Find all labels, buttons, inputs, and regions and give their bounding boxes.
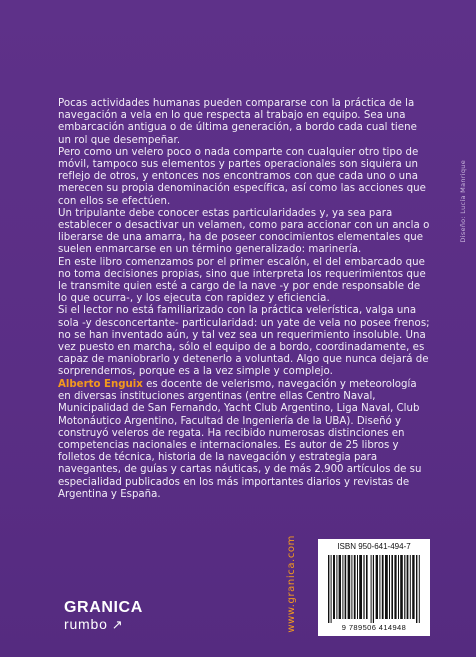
publisher-url: www.granica.com [286, 535, 297, 633]
synopsis [58, 98, 430, 379]
logo-sub: rumbo [64, 616, 108, 632]
synopsis-paragraph: Pocas actividades humanas pueden compararse con la práctica de la navegación a vela en lo que respecta al trabajo en equipo. Sea una embarcación antigua o de última generación, a bordo cada cual tiene un rol que desempeñar. [58, 98, 417, 146]
synopsis-paragraph: Si el lector no está familiarizado con la práctica velerística, valga una sola -y desconcertante- particularidad: un yate de vela no posee frenos; no se han inventado aún, y tal vez sea un requerimiento insoluble. Una vez puesto en marcha, sólo el equipo de a bordo, coordinadamente, es capaz de maniobrarlo y detenerlo a voluntad. Algo que nunca dejará de sorprendernos, porque es a la vez simple y complejo. [58, 305, 430, 378]
synopsis-paragraph: Un tripulante debe conocer estas particularidades y, ya sea para establecer o desactivar un velamen, como para accionar con un ancla o liberarse de una amarra, ha de poseer conocimientos elementales que suelen enmarcarse en un término generalizado: marinería. [58, 207, 430, 256]
author-bio [58, 379, 430, 501]
synopsis-paragraph: Pero como un velero poco o nada comparte con cualquier otro tipo de móvil, tampoco sus elementos y partes operacionales son siquiera un reflejo de otros, y entonces nos encontramos con que cada uno o una merecen su propia denominación específica, así como las acciones que con ellos se efectúen. [58, 146, 426, 207]
author-bio-text: es docente de velerismo, navegación y meteorología en diversas instituciones argentinas (entre ellas Centro Naval, Municipalidad de San Fernando, Yacht Club Argentino, Liga Naval, Club Motonáutico Argentino, Facultad de Ingeniería de la UBA). Diseñó y construyó veleros de regata. Ha recibido numerosas distinciones en competencias nacionales e internacionales. Es autor de 25 libros y folletos de técnica, historia de la navegación y estrategia para navegantes, de guías y cartas náuticas, y de más 2.900 artículos de su especialidad publicados en los más importantes diarios y revistas de Argentina y España. [58, 379, 422, 500]
arrow-up-right-icon: ↗ [111, 617, 124, 632]
barcode-number: 9 789506 414948 [341, 623, 407, 632]
isbn-label: ISBN 950-641-494-7 [337, 542, 411, 551]
barcode-icon [326, 555, 422, 623]
barcode-panel [318, 539, 430, 636]
design-credit: Diseño: Lucía Manrique [459, 160, 467, 243]
synopsis-paragraph: En este libro comenzamos por el primer escalón, el del embarcado que no toma decisiones propias, sino que interpreta los requerimientos que le transmite quien esté a cargo de la nave -y por ende responsable de lo que ocurra-, y los ejecuta con rapidez y eficiencia. [58, 256, 426, 305]
publisher-logo [64, 599, 143, 633]
logo-brand: GRANICA [64, 599, 143, 616]
author-name: Alberto Enguix [58, 379, 143, 390]
